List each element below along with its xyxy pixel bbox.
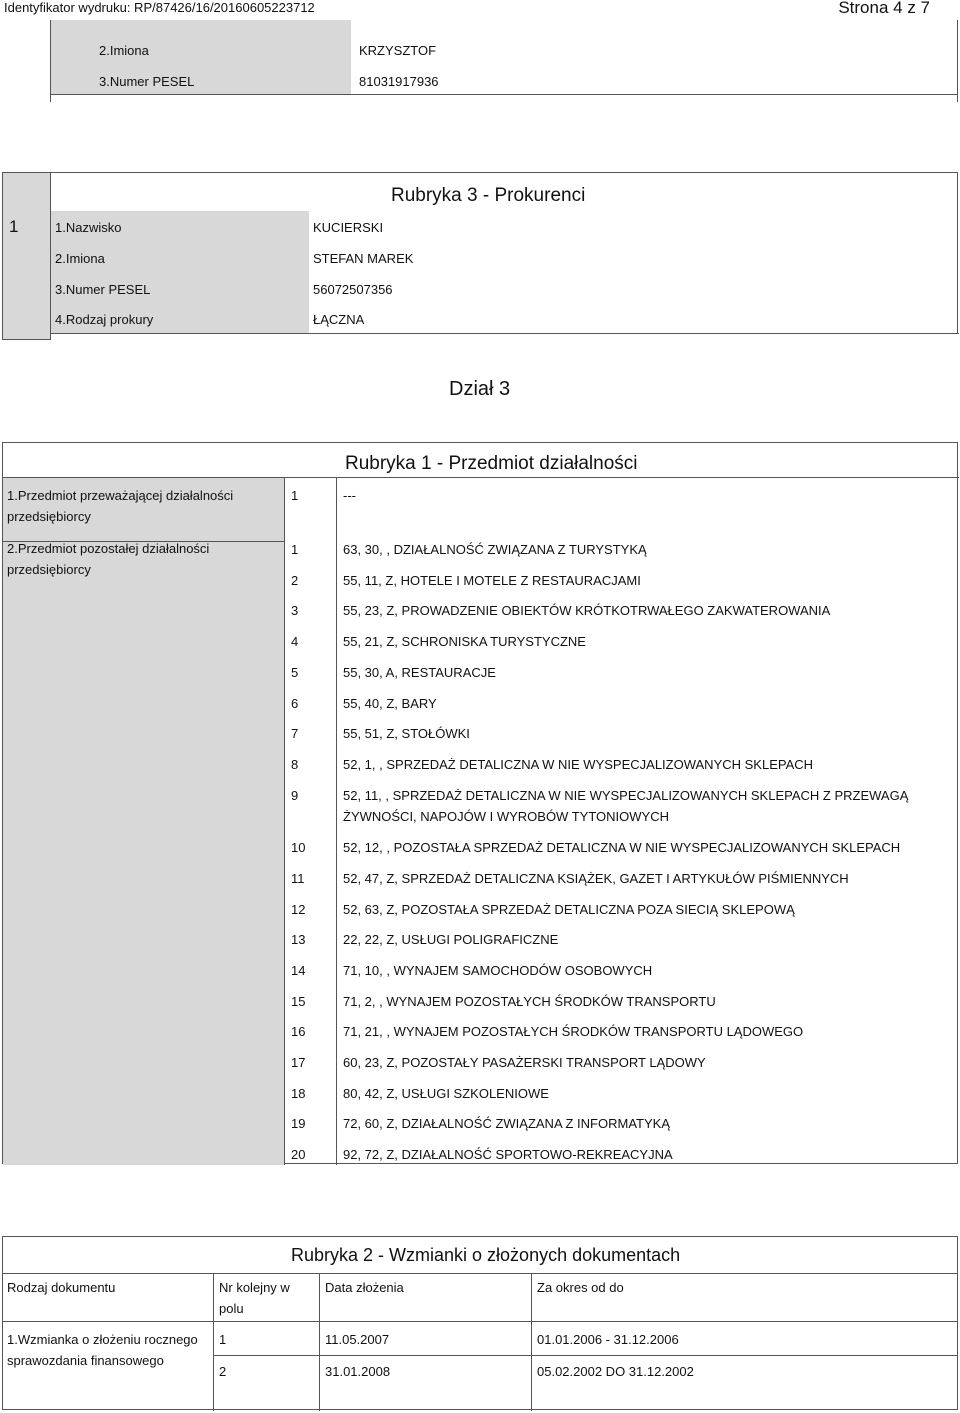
person-box [50, 20, 958, 102]
activity-number: 15 [291, 993, 306, 1009]
activity-text: 52, 11, , SPRZEDAŻ DETALICZNA W NIE WYSPECJALIZOWANYCH SKLEPACH Z PRZEWAGĄ ŻYWNOŚCI, NAPOJÓW I WYROBÓW TYTONIOWYCH [343, 787, 909, 824]
activity-number: 18 [291, 1085, 306, 1101]
activity-number: 16 [291, 1024, 306, 1040]
imiona-value: STEFAN MAREK [313, 251, 414, 266]
activity-number: 9 [291, 787, 299, 803]
imiona-label: 2.Imiona [99, 43, 149, 58]
activity-text: 80, 42, Z, USŁUGI SZKOLENIOWE [343, 1085, 549, 1101]
row-2-data: 31.01.2008 [325, 1364, 391, 1379]
activity-number: 4 [291, 634, 299, 650]
activity-text: 71, 10, , WYNAJEM SAMOCHODÓW OSOBOWYCH [343, 962, 653, 978]
wzmianki-box [2, 1236, 958, 1410]
prokurenci-title: Rubryka 3 - Prokurenci [391, 185, 586, 206]
nazwisko-value: KUCIERSKI [313, 220, 384, 235]
activity-number: 5 [291, 664, 299, 680]
rodzaj-prokury-value: ŁĄCZNA [313, 312, 365, 327]
activity-number: 19 [291, 1116, 306, 1132]
activity-text: 55, 51, Z, STOŁÓWKI [343, 726, 470, 742]
pozostaly-label: 2.Przedmiot pozostałej działalności przedsiębiorcy [7, 541, 210, 577]
page-number: Strona 4 z 7 [838, 0, 930, 17]
col-data-zlozenia: Data złożenia [325, 1280, 404, 1295]
activity-number: 6 [291, 695, 299, 711]
activity-text: 72, 60, Z, DZIAŁALNOŚĆ ZWIĄZANA Z INFORMATYKĄ [343, 1116, 670, 1132]
activity-text: 55, 11, Z, HOTELE I MOTELE Z RESTAURACJAMI [343, 572, 641, 588]
pesel-value: 56072507356 [313, 282, 393, 297]
activity-number: 8 [291, 756, 299, 772]
imiona-label: 2.Imiona [55, 251, 105, 266]
activity-text: 55, 23, Z, PROWADZENIE OBIEKTÓW KRÓTKOTRWAŁEGO ZAKWATEROWANIA [343, 603, 831, 619]
activity-number: 20 [291, 1147, 306, 1163]
row-1-nr: 1 [219, 1332, 227, 1347]
activity-number: 11 [291, 870, 305, 886]
activity-text: 63, 30, , DZIAŁALNOŚĆ ZWIĄZANA Z TURYSTYKĄ [343, 542, 647, 557]
nazwisko-label: 1.Nazwisko [55, 220, 122, 235]
pesel-value: 81031917936 [359, 74, 439, 89]
row-2-nr: 2 [219, 1364, 227, 1379]
activity-text: 71, 21, , WYNAJEM POZOSTAŁYCH ŚRODKÓW TRANSPORTU LĄDOWEGO [343, 1024, 804, 1040]
activity-number: 10 [291, 840, 306, 856]
row-1-okres: 01.01.2006 - 31.12.2006 [537, 1332, 679, 1347]
przewazajacy-number: 1 [291, 488, 299, 503]
przewazajacy-label: 1.Przedmiot przeważającej działalności przedsiębiorcy [7, 488, 234, 524]
activity-number: 7 [291, 726, 299, 742]
przedmiot-title: Rubryka 1 - Przedmiot działalności [345, 453, 638, 474]
col-rodzaj-dokumentu: Rodzaj dokumentu [7, 1280, 116, 1295]
przewazajacy-value: --- [343, 488, 356, 503]
pesel-label: 3.Numer PESEL [99, 74, 195, 89]
activity-text: 22, 22, Z, USŁUGI POLIGRAFICZNE [343, 932, 559, 948]
prokurenci-box [2, 172, 958, 340]
col-za-okres: Za okres od do [537, 1280, 624, 1295]
activity-text: 71, 2, , WYNAJEM POZOSTAŁYCH ŚRODKÓW TRANSPORTU [343, 993, 716, 1009]
dzial-title: Dział 3 [449, 378, 511, 400]
activity-number: 12 [291, 901, 306, 917]
activity-text: 52, 12, , POZOSTAŁA SPRZEDAŻ DETALICZNA W NIE WYSPECJALIZOWANYCH SKLEPACH [343, 840, 901, 856]
activity-text: 55, 21, Z, SCHRONISKA TURYSTYCZNE [343, 634, 586, 650]
activity-text: 52, 1, , SPRZEDAŻ DETALICZNA W NIE WYSPECJALIZOWANYCH SKLEPACH [343, 756, 814, 772]
col-nr-kolejny: Nr kolejny w polu [219, 1280, 290, 1316]
activity-text: 52, 63, Z, POZOSTAŁA SPRZEDAŻ DETALICZNA POZA SIECIĄ SKLEPOWĄ [343, 901, 795, 917]
activity-number: 17 [291, 1055, 306, 1070]
print-identifier: Identyfikator wydruku: RP/87426/16/20160605223712 [4, 0, 315, 15]
activity-text: 92, 72, Z, DZIAŁALNOŚĆ SPORTOWO-REKREACYJNA [343, 1147, 673, 1163]
activity-number: 2 [291, 572, 299, 588]
activity-number: 14 [291, 962, 306, 978]
row-1-data: 11.05.2007 [325, 1332, 390, 1347]
activity-text: 60, 23, Z, POZOSTAŁY PASAŻERSKI TRANSPORT LĄDOWY [343, 1055, 706, 1070]
activity-number: 3 [291, 603, 299, 619]
pesel-label: 3.Numer PESEL [55, 282, 151, 297]
activity-text: 52, 47, Z, SPRZEDAŻ DETALICZNA KSIĄŻEK, GAZET I ARTYKUŁÓW PIŚMIENNYCH [343, 870, 849, 886]
przedmiot-box [2, 442, 958, 1164]
row-2-okres: 05.02.2002 DO 31.12.2002 [537, 1364, 694, 1379]
imiona-value: KRZYSZTOF [359, 43, 437, 58]
doc-label: 1.Wzmianka o złożeniu rocznego sprawozdania finansowego [7, 1332, 198, 1368]
rodzaj-prokury-label: 4.Rodzaj prokury [55, 312, 154, 327]
prokurent-number: 1 [9, 217, 19, 236]
activity-text: 55, 40, Z, BARY [343, 695, 437, 711]
wzmianki-title: Rubryka 2 - Wzmianki o złożonych dokumentach [291, 1245, 681, 1265]
activity-text: 55, 30, A, RESTAURACJE [343, 664, 496, 680]
activity-number: 13 [291, 932, 306, 948]
activity-number: 1 [291, 542, 299, 557]
